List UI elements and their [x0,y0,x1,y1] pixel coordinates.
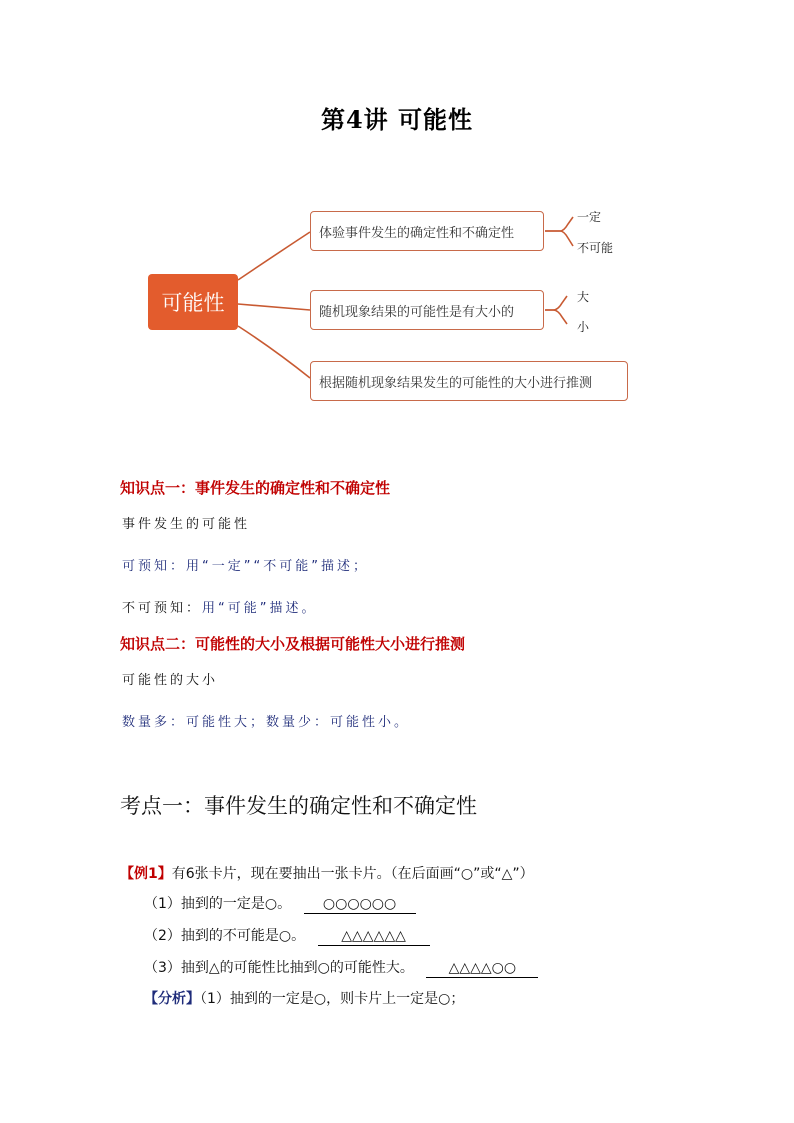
example-item-3 [144,957,538,978]
knowledge-line [122,711,410,730]
page-title: 第4讲 可能性 [320,105,474,134]
knowledge-line: 可能性的大小 [122,673,219,688]
connector-leaf-3 [545,296,567,310]
example-tag: 【例1】 [120,866,172,882]
knowledge-line-text: 用“一定”“不可能”描述； [186,559,369,574]
answer-blank: ○○○○○○ [304,895,416,914]
mindmap-leaf-impossible: 不可能 [577,241,614,255]
knowledge-line-text: 可能性大；数量少：可能性小。 [186,715,411,730]
example-stem [120,863,534,883]
mindmap-center: 可能性 [148,274,238,330]
analysis-text: （1）抽到的一定是○，则卡片上一定是○； [200,991,465,1007]
exam-point-heading: 考点一：事件发生的确定性和不确定性 [120,794,477,818]
example-stem-text: 有6张卡片，现在要抽出一张卡片。（在后面画“○”或“△”） [171,866,534,882]
mindmap-connectors [0,0,794,420]
knowledge-line-label: 数量多： [122,715,187,730]
mindmap-leaf-big: 大 [577,290,590,304]
knowledge-line-label: 可预知： [122,559,187,574]
connector-branch-3 [238,326,310,378]
knowledge-heading-2: 知识点二：可能性的大小及根据可能性大小进行推测 [120,635,466,653]
example-item-1 [144,893,416,914]
connector-leaf-2 [545,231,573,246]
mindmap-branch-3: 根据随机现象结果发生的可能性的大小进行推测 [310,361,628,401]
knowledge-line-text: 用“可能”描述。 [202,601,318,616]
knowledge-heading-1: 知识点一：事件发生的确定性和不确定性 [120,479,391,497]
knowledge-line [122,555,369,574]
analysis-line [144,988,464,1008]
answer-blank: △△△△○○ [426,959,538,978]
connector-leaf-1 [545,217,573,231]
connector-leaf-4 [545,310,567,324]
mindmap-leaf-certain: 一定 [577,210,602,224]
connector-branch-1 [238,232,310,280]
answer-blank: △△△△△△ [318,927,430,946]
mindmap-leaf-small: 小 [577,320,590,334]
analysis-tag: 【分析】 [144,991,200,1007]
knowledge-line-label: 不可预知： [122,601,203,616]
example-item-text: （2）抽到的不可能是○。 [144,928,306,944]
example-item-text: （3）抽到△的可能性比抽到○的可能性大。 [144,960,414,976]
connector-branch-2 [238,304,310,310]
mindmap-branch-1: 体验事件发生的确定性和不确定性 [310,211,544,251]
example-item-2 [144,925,430,946]
knowledge-line: 事件发生的可能性 [122,517,251,532]
knowledge-line [122,597,318,616]
mindmap-branch-2: 随机现象结果的可能性是有大小的 [310,290,544,330]
example-item-text: （1）抽到的一定是○。 [144,896,292,912]
